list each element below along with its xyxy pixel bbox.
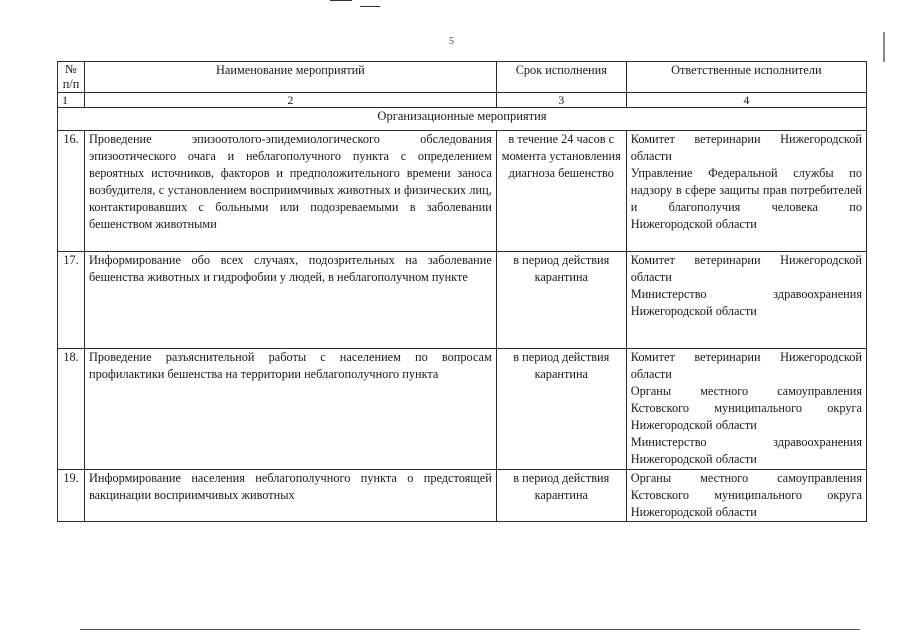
measure-name: Проведение эпизоотолого-эпидемиологического обследования эпизоотического очага и неблагополучного пункта с определением вероятных источников, факторов и предположительного времени заноса возбудителя, с установлением восприимчивых животных и физических лиц, контактировавших с больными или подозреваемыми в заболевании бешенством животными	[85, 131, 497, 252]
responsible-entry: Комитет ветеринарии Нижегородской области	[630, 350, 862, 381]
column-index: 2	[85, 93, 497, 108]
table-row	[58, 349, 867, 470]
responsible-entry: Комитет ветеринарии Нижегородской области	[630, 253, 862, 284]
measure-term: в период действия карантина	[496, 470, 626, 522]
section-title: Организационные мероприятия	[58, 108, 867, 131]
measure-responsible	[626, 349, 866, 470]
column-index-row	[58, 93, 867, 108]
responsible-entry: Министерство здравоохранения Нижегородской области	[630, 287, 862, 318]
measure-term: в период действия карантина	[496, 349, 626, 470]
row-number: 19.	[58, 470, 85, 522]
responsible-entry: Органы местного самоуправления Кстовского муниципального округа Нижегородской области	[630, 384, 862, 432]
scan-artifact-right-edge	[883, 32, 885, 62]
responsible-entry: Комитет ветеринарии Нижегородской области	[630, 132, 862, 163]
row-number: 17.	[58, 252, 85, 349]
scan-artifact-bottom	[80, 629, 860, 630]
measure-responsible	[626, 470, 866, 522]
responsible-entry: Министерство здравоохранения Нижегородской области	[630, 435, 862, 466]
measures-table	[57, 61, 867, 522]
scan-artifact-top-right	[360, 6, 380, 7]
table-row	[58, 252, 867, 349]
measure-term: в течение 24 часов с момента установления диагноза бешенство	[496, 131, 626, 252]
measure-name: Информирование населения неблагополучного пункта о предстоящей вакцинации восприимчивых животных	[85, 470, 497, 522]
responsible-entry: Управление Федеральной службы по надзору в сфере защиты прав потребителей и благополучия человека по Нижегородской области	[630, 166, 862, 231]
row-number: 16.	[58, 131, 85, 252]
header-name: Наименование мероприятий	[85, 62, 497, 93]
measure-term: в период действия карантина	[496, 252, 626, 349]
page-number: 5	[449, 36, 454, 47]
column-index: 3	[496, 93, 626, 108]
column-index: 1	[58, 93, 85, 108]
table-row	[58, 470, 867, 522]
header-num: № п/п	[58, 62, 85, 93]
measure-responsible	[626, 131, 866, 252]
row-number: 18.	[58, 349, 85, 470]
column-index: 4	[626, 93, 866, 108]
table-row	[58, 131, 867, 252]
scan-artifact-top-left	[330, 0, 352, 1]
responsible-entry: Органы местного самоуправления Кстовского муниципального округа Нижегородской области	[630, 471, 862, 519]
header-responsible: Ответственные исполнители	[626, 62, 866, 93]
section-row	[58, 108, 867, 131]
table-header-row	[58, 62, 867, 93]
measure-responsible	[626, 252, 866, 349]
measure-name: Информирование обо всех случаях, подозрительных на заболевание бешенства животных и гидрофобии у людей, в неблагополучном пункте	[85, 252, 497, 349]
header-term: Срок исполнения	[496, 62, 626, 93]
measure-name: Проведение разъяснительной работы с населением по вопросам профилактики бешенства на территории неблагополучного пункта	[85, 349, 497, 470]
